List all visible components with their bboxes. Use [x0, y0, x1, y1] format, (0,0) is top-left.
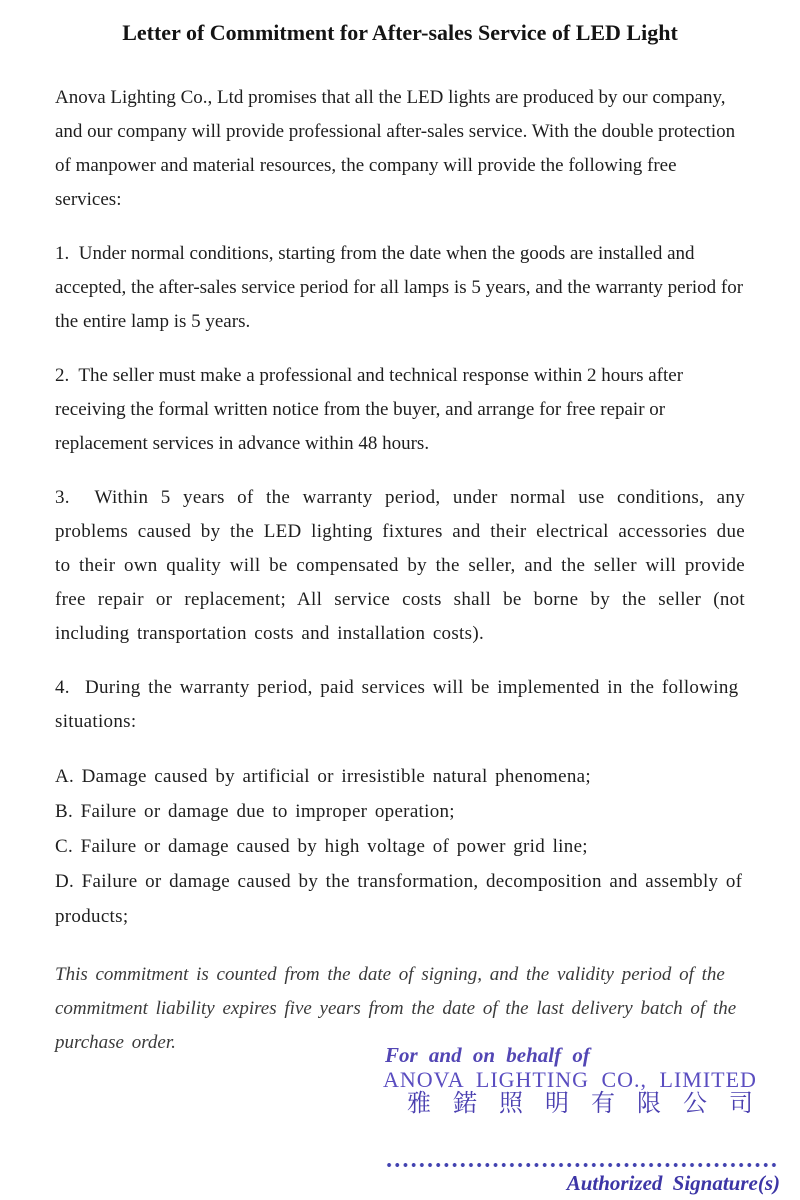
intro-paragraph: Anova Lighting Co., Ltd promises that all the LED lights are produced by our company, and our company will provide professional after-sales service. With the double protection of manpower and material resources, the company will provide the following free services:: [55, 87, 740, 210]
case-c: C. Failure or damage caused by high voltage of power grid line;: [55, 836, 588, 857]
case-a: A. Damage caused by artificial or irresistible natural phenomena;: [55, 766, 591, 787]
case-d: D. Failure or damage caused by the transformation, decomposition and assembly of products;: [55, 871, 743, 927]
stamp-company-name-cn: 雅鍩照明有限公司: [407, 1091, 775, 1117]
closing-paragraph: This commitment is counted from the date of signing, and the validity period of the commitment liability expires five years from the date of the last delivery batch of the purchase order.: [55, 964, 744, 1053]
clause-2: 2. The seller must make a professional and technical response within 2 hours after receiving the formal written notice from the buyer, and arrange for free repair or replacement services in advance within 48 hours.: [55, 365, 688, 454]
letter-body: [55, 81, 753, 739]
stamp-behalf-line: For and on behalf of: [385, 1043, 590, 1067]
case-b: B. Failure or damage due to improper operation;: [55, 801, 455, 822]
stamp-company-name-en: ANOVA LIGHTING CO., LIMITED: [383, 1067, 757, 1092]
paid-service-cases: [55, 759, 745, 934]
clause-3: 3. Within 5 years of the warranty period, under normal use conditions, any problems caused by the LED lighting fixtures and their electrical accessories due to their own quality will be compensated by the seller, and the seller will provide free repair or replacement; All service costs shall be borne by the seller (not including transportation costs and installation costs).: [55, 487, 753, 644]
authorized-signature-label: Authorized Signature(s): [566, 1171, 780, 1195]
clause-1: 1. Under normal conditions, starting from the date when the goods are installed and accepted, the after-sales service period for all lamps is 5 years, and the warranty period for the entire lamp is 5 years.: [55, 243, 748, 332]
document-title: Letter of Commitment for After-sales Service of LED Light: [122, 20, 678, 45]
signature-dotted-line: [385, 1162, 777, 1168]
clause-4: 4. During the warranty period, paid services will be implemented in the following situations:: [55, 677, 746, 732]
